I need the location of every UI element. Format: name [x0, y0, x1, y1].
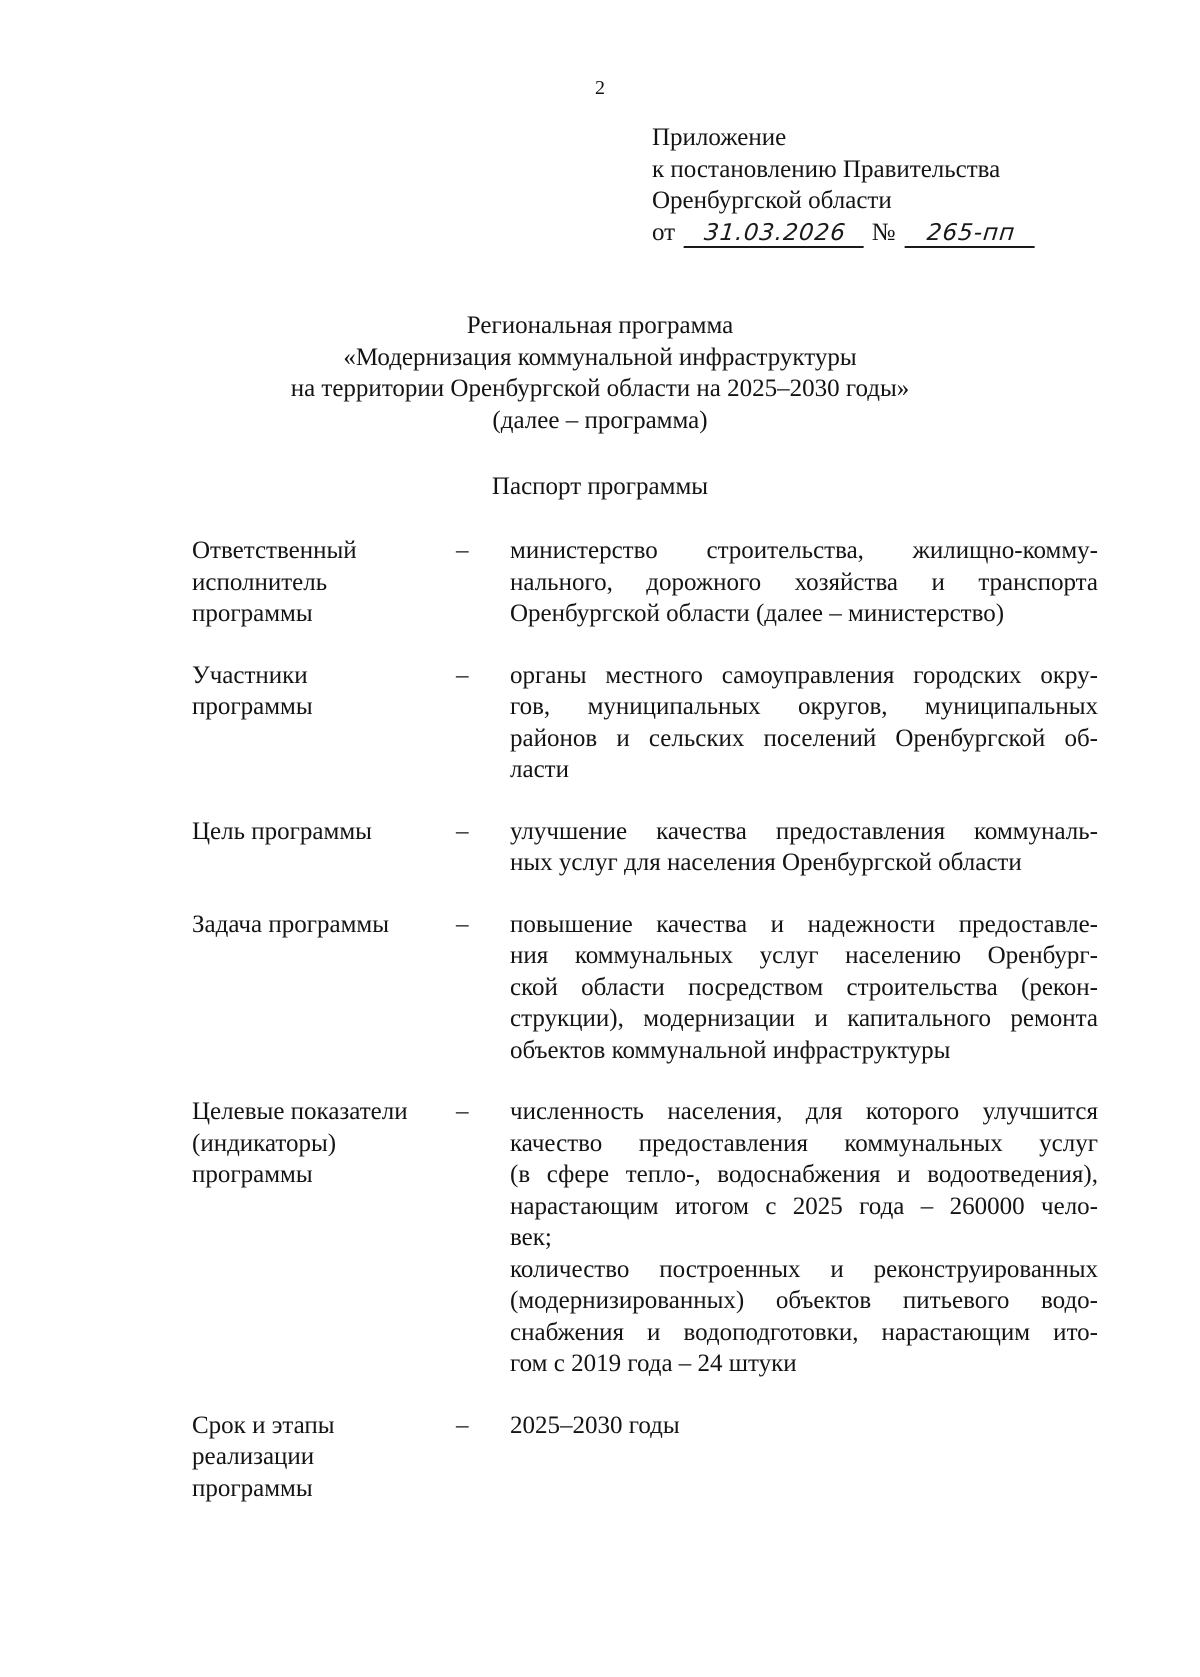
- appendix-line-3: Оренбургской области: [652, 187, 892, 214]
- value-line: качество предоставления коммунальных услуг: [510, 1129, 1098, 1157]
- title-line-4: (далее – программа): [492, 406, 708, 434]
- value-line: повышение качества и надежности предоставле-: [510, 910, 1098, 938]
- label-line: Целевые показатели: [192, 1098, 408, 1125]
- row-dash: –: [456, 537, 469, 564]
- row-value: [510, 660, 1098, 786]
- value-line: (в сфере тепло-, водоснабжения и водоотведения),: [510, 1161, 1098, 1188]
- label-line: реализации: [192, 1443, 315, 1470]
- row-label: [192, 535, 456, 630]
- row-dash: –: [456, 661, 469, 689]
- value-line: министерство строительства, жилищно-комму-: [510, 537, 1098, 564]
- value-line: Оренбургской области (далее – министерство): [510, 600, 1005, 627]
- passport-row-timeline: [192, 1410, 1098, 1505]
- value-line: гов, муниципальных округов, муниципальных: [510, 693, 1098, 720]
- row-label: [192, 1410, 456, 1505]
- handwritten-date: 31.03.2026: [684, 220, 867, 248]
- row-label: [192, 660, 456, 786]
- value-line: (модернизированных) объектов питьевого водо-: [510, 1287, 1098, 1314]
- row-label: [192, 816, 456, 879]
- passport-row-participants: [192, 660, 1098, 786]
- value-line: нарастающим итогом с 2025 года – 260000 чело-: [510, 1192, 1098, 1220]
- value-line: струкции), модернизации и капитального ремонта: [510, 1005, 1098, 1032]
- row-value: [510, 1410, 1098, 1505]
- appendix-line-2: к постановлению Правительства: [652, 155, 1001, 183]
- title-line-1: Региональная программа: [466, 312, 734, 339]
- label-line: Цель программы: [192, 817, 372, 845]
- row-value: [510, 909, 1098, 1067]
- from-label: от: [652, 218, 676, 246]
- value-line: улучшение качества предоставления коммуналь-: [510, 817, 1098, 845]
- label-line: (индикаторы): [192, 1129, 337, 1157]
- appendix-line-4: [652, 217, 1092, 249]
- value-line: гом с 2019 года – 24 штуки: [510, 1350, 797, 1377]
- label-line: программы: [192, 600, 313, 627]
- value-line: ния коммунальных услуг населению Оренбург-: [510, 942, 1098, 969]
- row-value: [510, 816, 1098, 879]
- label-line: Участники: [192, 661, 308, 689]
- label-line: программы: [192, 1474, 313, 1502]
- value-line: численность населения, для которого улучшится: [510, 1098, 1098, 1125]
- row-dash: –: [456, 1098, 469, 1125]
- value-line: нального, дорожного хозяйства и транспорта: [510, 568, 1098, 596]
- passport-title: Паспорт программы: [491, 473, 709, 500]
- value-line: количество построенных и реконструированных: [510, 1255, 1098, 1283]
- row-value: [510, 1096, 1098, 1380]
- appendix-block: [652, 122, 1092, 248]
- label-line: Срок и этапы: [192, 1411, 335, 1439]
- value-line: объектов коммунальной инфраструктуры: [510, 1036, 951, 1064]
- label-line: исполнитель: [192, 568, 328, 596]
- label-line: Задача программы: [192, 910, 390, 938]
- value-line: снабжения и водоподготовки, нарастающим ито-: [510, 1318, 1098, 1346]
- row-dash: –: [456, 910, 469, 938]
- passport-table: [192, 535, 1098, 1534]
- value-line: 2025–2030 годы: [510, 1411, 680, 1439]
- row-value: [510, 535, 1098, 630]
- passport-row-goal: [192, 816, 1098, 879]
- value-line: ных услуг для населения Оренбургской области: [510, 849, 1022, 876]
- handwritten-number: 265-пп: [904, 220, 1037, 248]
- title-line-3: на территории Оренбургской области на 2025–2030 годы»: [290, 375, 910, 402]
- value-line: век;: [510, 1224, 552, 1251]
- passport-row-responsible: [192, 535, 1098, 630]
- appendix-line-1: Приложение: [652, 124, 787, 151]
- value-line: ласти: [510, 756, 569, 783]
- label-line: программы: [192, 1161, 313, 1188]
- passport-row-indicators: [192, 1096, 1098, 1380]
- passport-row-task: [192, 909, 1098, 1067]
- row-dash: –: [456, 1411, 469, 1439]
- label-line: Ответственный: [192, 537, 357, 564]
- value-line: районов и сельских поселений Оренбургской об-: [510, 724, 1098, 752]
- label-line: программы: [192, 693, 313, 720]
- page-number: 2: [595, 77, 605, 99]
- value-line: органы местного самоуправления городских окру-: [510, 661, 1098, 689]
- row-label: [192, 1096, 456, 1380]
- value-line: ской области посредством строительства (рекон-: [510, 973, 1098, 1001]
- row-dash: –: [456, 817, 469, 845]
- number-sign: №: [871, 218, 896, 246]
- row-label: [192, 909, 456, 1067]
- title-line-2: «Модернизация коммунальной инфраструктуры: [343, 343, 857, 371]
- program-title: [0, 310, 1200, 436]
